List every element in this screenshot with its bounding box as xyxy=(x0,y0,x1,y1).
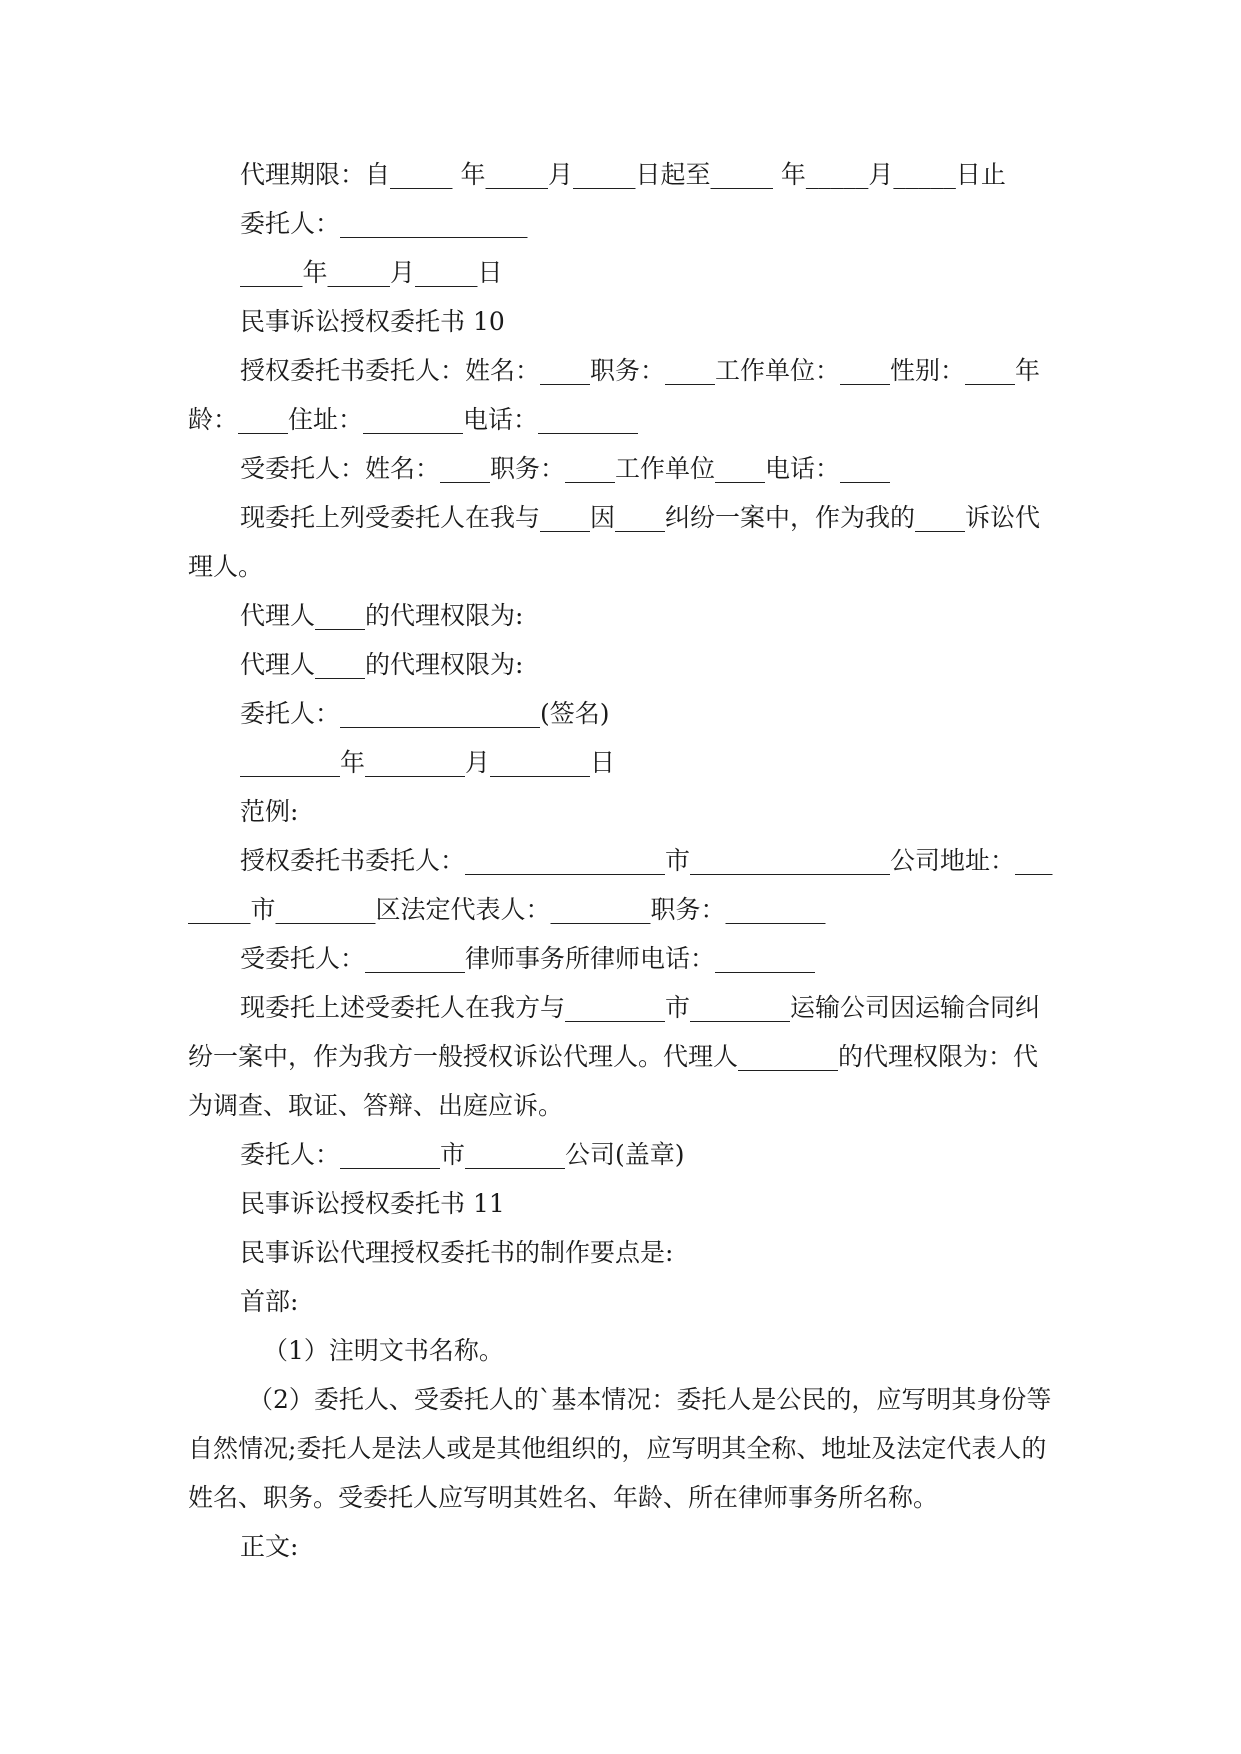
paragraph-key-points: 民事诉讼代理授权委托书的制作要点是: xyxy=(240,1238,674,1267)
paragraph-main-text: 正文: xyxy=(240,1532,299,1561)
paragraph-sign-date: ________年________月________日 xyxy=(240,748,616,777)
paragraph-example-label: 范例: xyxy=(240,797,299,826)
paragraph-example-entrust: 现委托上述受委托人在我方与________市________运输公司因运输合同纠纷一案中，作为我方一般授权诉讼代理人。代理人________的代理权限为：代为调查、取证、答辩、出庭应诉。 xyxy=(188,993,1041,1120)
paragraph-date: _____年_____月_____日 xyxy=(240,258,503,287)
paragraph-example-principal: 授权委托书委托人：________________市________________公司地址：________市________区法定代表人：________职务：________ xyxy=(188,846,1053,924)
paragraph-point-1: （1）注明文书名称。 xyxy=(263,1336,504,1365)
paragraph-principal-info: 授权委托书委托人：姓名：____职务：____工作单位：____性别：____年龄：____住址：________电话：________ xyxy=(188,356,1041,434)
paragraph-example-agent: 受委托人：________律师事务所律师电话：________ xyxy=(240,944,816,973)
paragraph-agency-period: 代理期限：自_____ 年_____月_____日起至_____ 年_____月_____日止 xyxy=(240,160,1006,189)
document-body xyxy=(188,150,1058,1571)
paragraph-entrust: 现委托上列受委托人在我与____因____纠纷一案中，作为我的____诉讼代理人。 xyxy=(188,503,1041,581)
paragraph-agent-authority-2: 代理人____的代理权限为: xyxy=(240,650,524,679)
paragraph-header-part: 首部: xyxy=(240,1287,299,1316)
paragraph-point-2: （2）委托人、受委托人的`基本情况：委托人是公民的，应写明其身份等自然情况;委托人是法人或是其他组织的，应写明其全称、地址及法定代表人的姓名、职务。受委托人应写明其姓名、年龄、所在律师事务所名称。 xyxy=(188,1385,1052,1512)
paragraph-agent-info: 受委托人：姓名：____职务：____工作单位____电话：____ xyxy=(240,454,891,483)
paragraph-agent-authority-1: 代理人____的代理权限为: xyxy=(240,601,524,630)
section-heading-10: 民事诉讼授权委托书 10 xyxy=(240,307,505,336)
paragraph-principal: 委托人：_______________ xyxy=(240,209,528,238)
paragraph-signature: 委托人：________________(签名) xyxy=(240,699,610,728)
paragraph-example-seal: 委托人：________市________公司(盖章) xyxy=(240,1140,685,1169)
section-heading-11: 民事诉讼授权委托书 11 xyxy=(240,1189,505,1218)
